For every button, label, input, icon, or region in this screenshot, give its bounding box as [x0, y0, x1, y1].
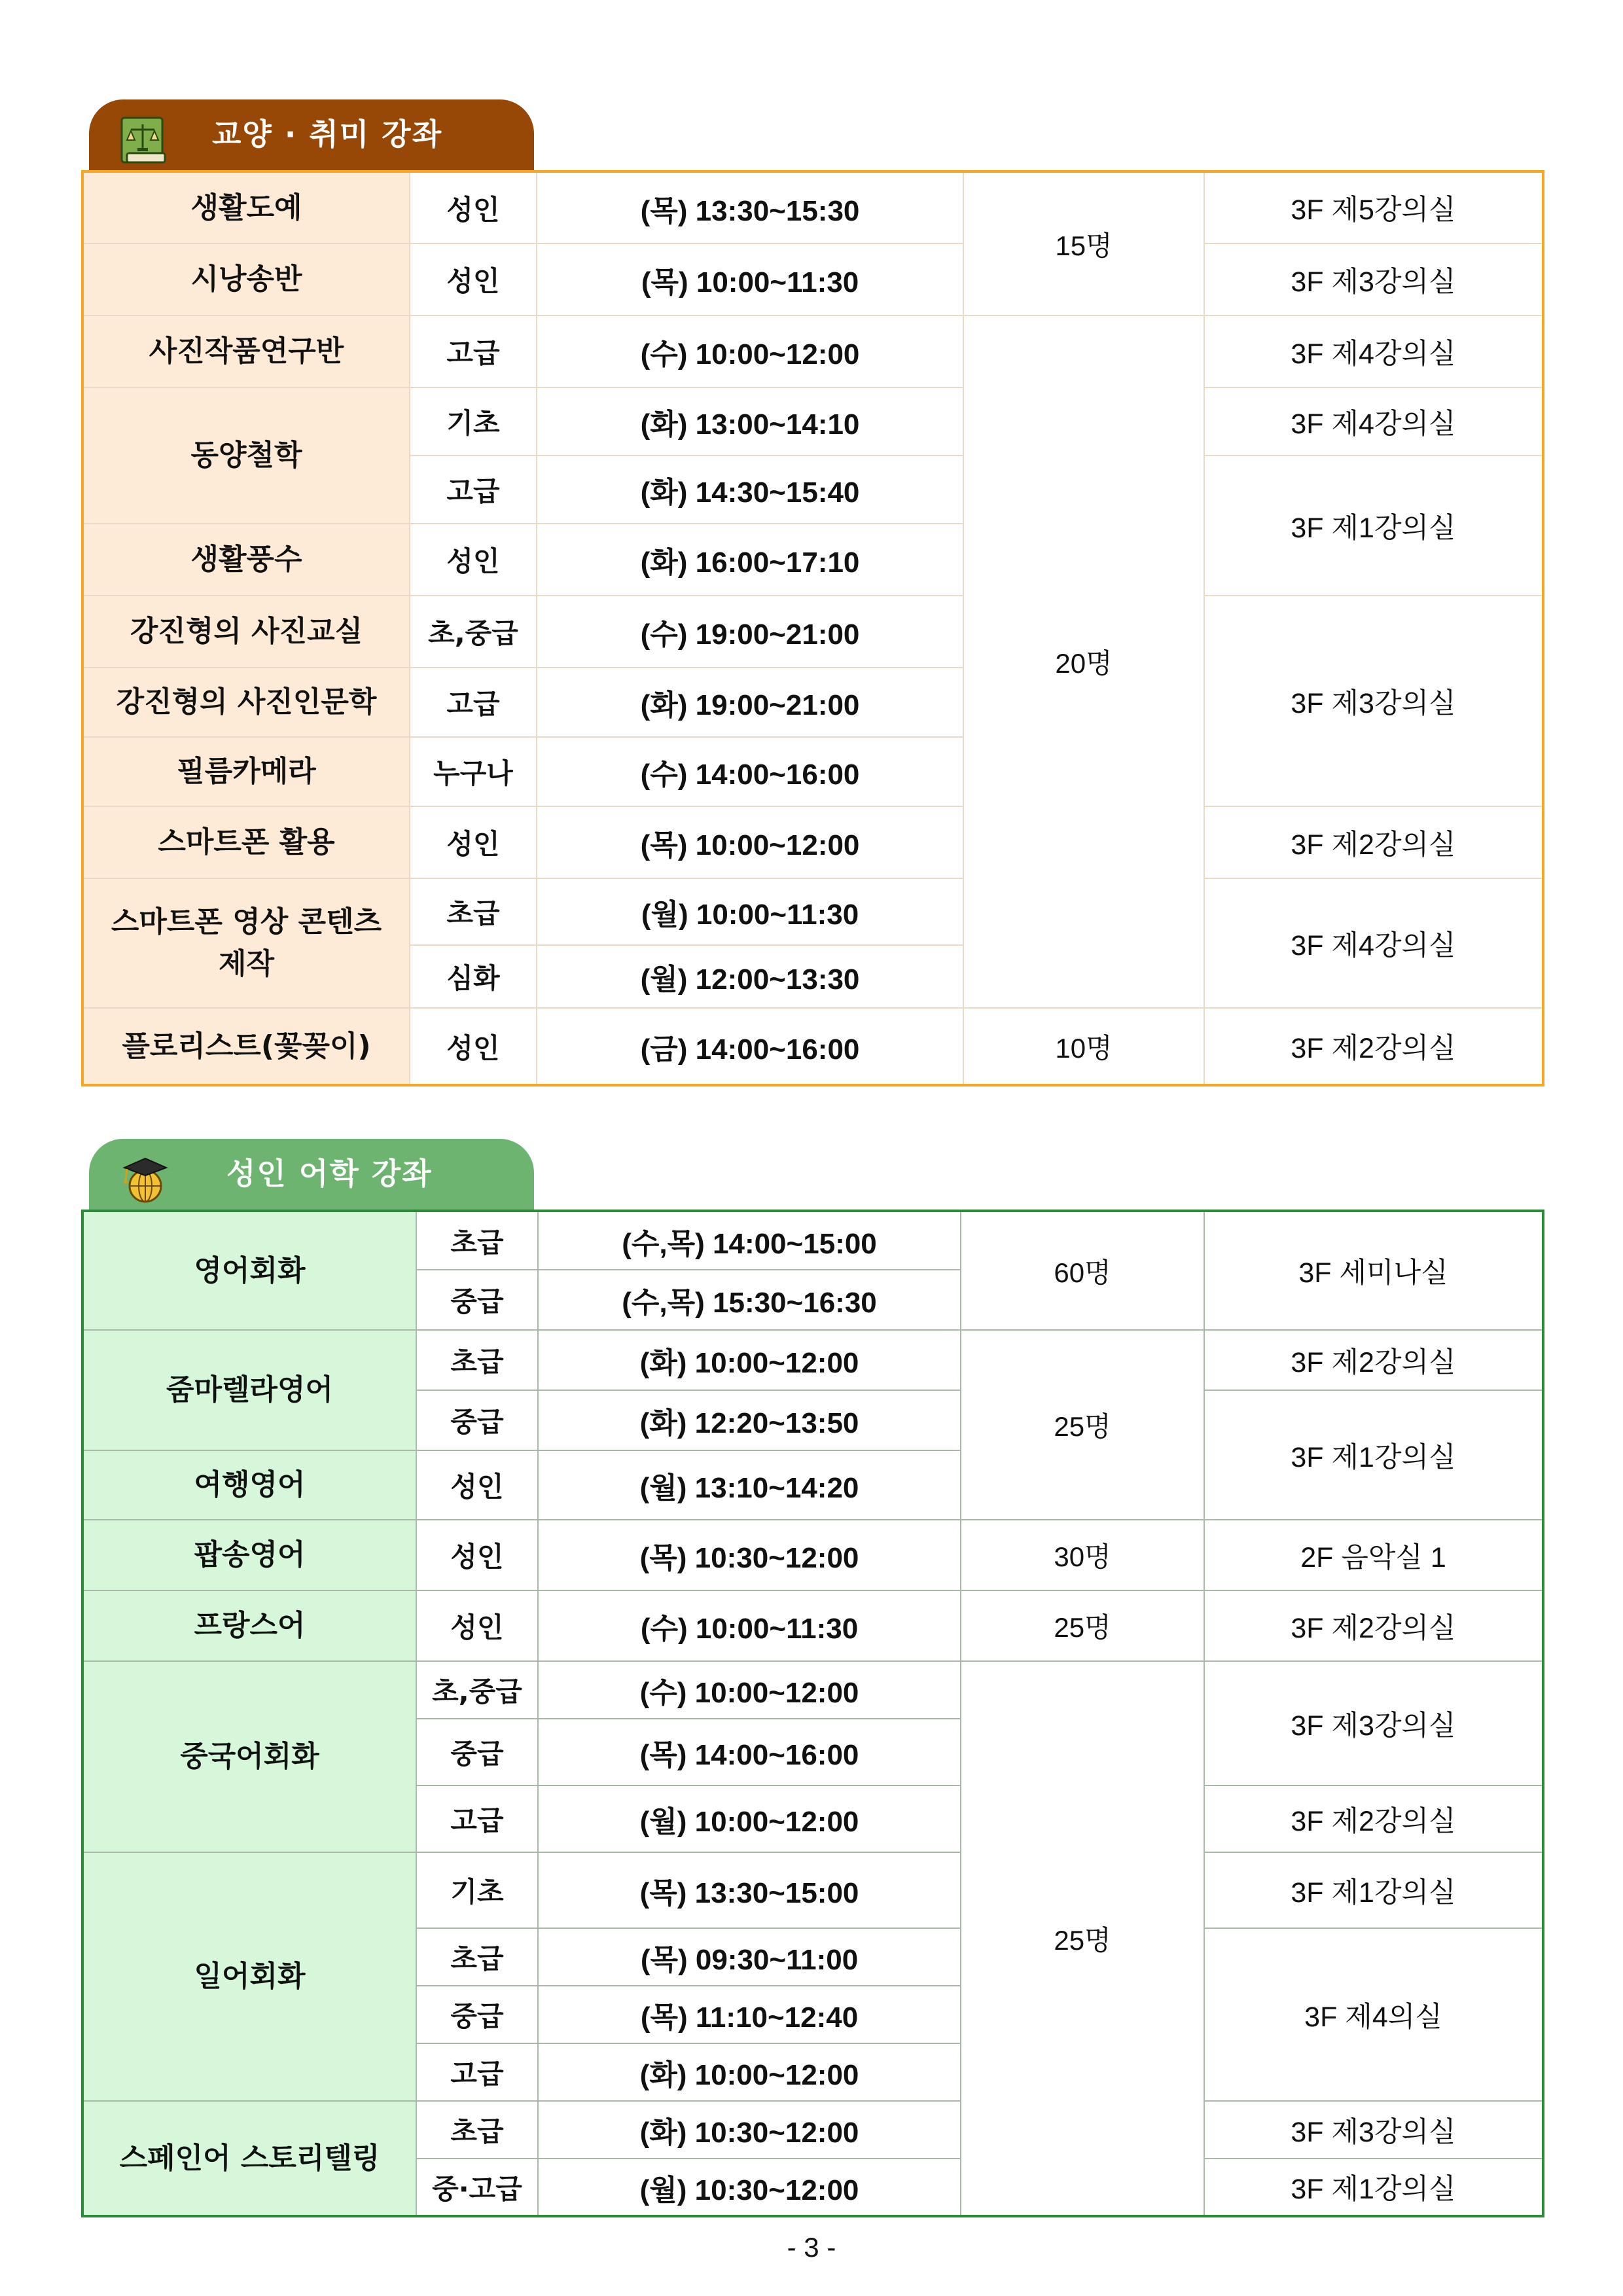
table-row	[82, 1008, 1543, 1085]
course-room: 3F 제3강의실	[1204, 243, 1543, 315]
course-time: (목) 14:00~16:00	[538, 1719, 961, 1785]
course-level: 고급	[416, 1785, 538, 1852]
course-time: (수,목) 14:00~15:00	[538, 1211, 961, 1270]
course-level: 초급	[416, 2101, 538, 2159]
section-title: 성인 어학 강좌	[226, 1156, 433, 1191]
course-name: 스마트폰 활용	[82, 806, 410, 878]
course-level: 고급	[410, 668, 537, 737]
course-time: (목) 13:30~15:00	[538, 1852, 961, 1928]
course-time: (수,목) 15:30~16:30	[538, 1270, 961, 1330]
course-time: (목) 09:30~11:00	[538, 1928, 961, 1986]
course-name: 스마트폰 영상 콘텐츠 제작	[82, 878, 410, 1008]
course-level: 고급	[410, 456, 537, 524]
section-title: 교양 · 취미 강좌	[212, 117, 443, 152]
book-scales-icon	[118, 114, 170, 166]
table-row	[82, 2101, 1543, 2159]
course-name: 여행영어	[82, 1450, 416, 1520]
course-name: 중국어회화	[82, 1661, 416, 1852]
course-room: 3F 제3강의실	[1204, 596, 1543, 806]
course-room: 3F 제2강의실	[1204, 1330, 1543, 1390]
course-level: 성인	[410, 171, 537, 243]
course-time: (월) 10:00~11:30	[537, 878, 963, 945]
course-level: 성인	[410, 1008, 537, 1085]
course-time: (월) 10:00~12:00	[538, 1785, 961, 1852]
table-row	[82, 1211, 1543, 1270]
table-row	[82, 1661, 1543, 1719]
course-room: 3F 제4강의실	[1204, 387, 1543, 456]
course-name: 생활풍수	[82, 524, 410, 596]
course-level: 고급	[410, 315, 537, 387]
course-name: 강진형의 사진교실	[82, 596, 410, 668]
course-level: 초급	[416, 1211, 538, 1270]
course-level: 초급	[416, 1928, 538, 1986]
course-name: 줌마렐라영어	[82, 1330, 416, 1450]
course-room: 3F 제2강의실	[1204, 1785, 1543, 1852]
course-room: 3F 제2강의실	[1204, 806, 1543, 878]
course-level: 초,중급	[410, 596, 537, 668]
course-name: 영어회화	[82, 1211, 416, 1330]
course-room: 3F 제4강의실	[1204, 878, 1543, 1008]
course-time: (목) 10:00~12:00	[537, 806, 963, 878]
course-capacity: 20명	[963, 315, 1204, 1008]
course-level: 성인	[410, 524, 537, 596]
course-time: (월) 12:00~13:30	[537, 945, 963, 1008]
course-level: 성인	[410, 243, 537, 315]
course-room: 3F 제3강의실	[1204, 2101, 1543, 2159]
course-time: (화) 14:30~15:40	[537, 456, 963, 524]
course-level: 초급	[410, 878, 537, 945]
table-row	[82, 596, 1543, 668]
course-name: 생활도예	[82, 171, 410, 243]
page-number: - 3 -	[787, 2232, 836, 2263]
course-level: 심화	[410, 945, 537, 1008]
course-time: (목) 10:00~11:30	[537, 243, 963, 315]
course-name: 동양철학	[82, 387, 410, 524]
course-time: (화) 10:30~12:00	[538, 2101, 961, 2159]
course-time: (화) 12:20~13:50	[538, 1390, 961, 1450]
course-capacity: 15명	[963, 171, 1204, 315]
course-room: 3F 제4강의실	[1204, 315, 1543, 387]
course-time: (금) 14:00~16:00	[537, 1008, 963, 1085]
course-room: 3F 제2강의실	[1204, 1008, 1543, 1085]
course-room: 3F 제3강의실	[1204, 1661, 1543, 1785]
table-row	[82, 806, 1543, 878]
course-time: (화) 10:00~12:00	[538, 2043, 961, 2101]
course-level: 누구나	[410, 737, 537, 806]
course-name: 팝송영어	[82, 1520, 416, 1590]
course-time: (목) 11:10~12:40	[538, 1986, 961, 2043]
course-name: 필름카메라	[82, 737, 410, 806]
course-name: 사진작품연구반	[82, 315, 410, 387]
course-level: 중급	[416, 1270, 538, 1330]
course-capacity: 30명	[961, 1520, 1204, 1590]
course-time: (수) 19:00~21:00	[537, 596, 963, 668]
course-room: 3F 제4의실	[1204, 1928, 1543, 2101]
course-name: 스페인어 스토리텔링	[82, 2101, 416, 2216]
course-level: 중·고급	[416, 2159, 538, 2216]
course-time: (수) 10:00~12:00	[538, 1661, 961, 1719]
course-time: (화) 16:00~17:10	[537, 524, 963, 596]
course-room: 3F 제1강의실	[1204, 456, 1543, 596]
course-level: 중급	[416, 1986, 538, 2043]
course-time: (수) 14:00~16:00	[537, 737, 963, 806]
course-time: (수) 10:00~12:00	[537, 315, 963, 387]
course-time: (목) 13:30~15:30	[537, 171, 963, 243]
course-time: (월) 10:30~12:00	[538, 2159, 961, 2216]
course-level: 성인	[416, 1520, 538, 1590]
graduation-globe-icon	[118, 1153, 170, 1206]
course-name: 강진형의 사진인문학	[82, 668, 410, 737]
table-row	[82, 171, 1543, 243]
course-level: 초급	[416, 1330, 538, 1390]
language-course-table	[81, 1210, 1544, 2217]
table-row	[82, 315, 1543, 387]
course-level: 고급	[416, 2043, 538, 2101]
table-row	[82, 1520, 1543, 1590]
table-row	[82, 878, 1543, 945]
course-room: 3F 제1강의실	[1204, 1390, 1543, 1520]
course-level: 중급	[416, 1719, 538, 1785]
course-level: 기초	[416, 1852, 538, 1928]
course-capacity: 60명	[961, 1211, 1204, 1330]
course-room: 3F 제1강의실	[1204, 2159, 1543, 2216]
course-capacity: 25명	[961, 1661, 1204, 2216]
course-room: 2F 음악실 1	[1204, 1520, 1543, 1590]
course-level: 중급	[416, 1390, 538, 1450]
table-row	[82, 1330, 1543, 1390]
course-level: 초,중급	[416, 1661, 538, 1719]
table-row	[82, 1590, 1543, 1661]
course-name: 시낭송반	[82, 243, 410, 315]
course-capacity: 10명	[963, 1008, 1204, 1085]
table-row	[82, 243, 1543, 315]
table-row	[82, 387, 1543, 456]
course-time: (화) 19:00~21:00	[537, 668, 963, 737]
course-level: 기초	[410, 387, 537, 456]
course-capacity: 25명	[961, 1330, 1204, 1520]
section-tab-culture	[89, 99, 534, 173]
course-time: (화) 10:00~12:00	[538, 1330, 961, 1390]
section-tab-language	[89, 1139, 534, 1212]
course-room: 3F 제1강의실	[1204, 1852, 1543, 1928]
course-capacity: 25명	[961, 1590, 1204, 1661]
course-room: 3F 세미나실	[1204, 1211, 1543, 1330]
course-level: 성인	[410, 806, 537, 878]
course-time: (수) 10:00~11:30	[538, 1590, 961, 1661]
course-time: (월) 13:10~14:20	[538, 1450, 961, 1520]
course-room: 3F 제5강의실	[1204, 171, 1543, 243]
course-time: (화) 13:00~14:10	[537, 387, 963, 456]
course-level: 성인	[416, 1590, 538, 1661]
course-level: 성인	[416, 1450, 538, 1520]
course-name: 프랑스어	[82, 1590, 416, 1661]
culture-course-table	[81, 170, 1544, 1086]
course-time: (목) 10:30~12:00	[538, 1520, 961, 1590]
course-name: 플로리스트(꽃꽂이)	[82, 1008, 410, 1085]
course-name: 일어회화	[82, 1852, 416, 2101]
course-room: 3F 제2강의실	[1204, 1590, 1543, 1661]
table-row	[82, 1852, 1543, 1928]
